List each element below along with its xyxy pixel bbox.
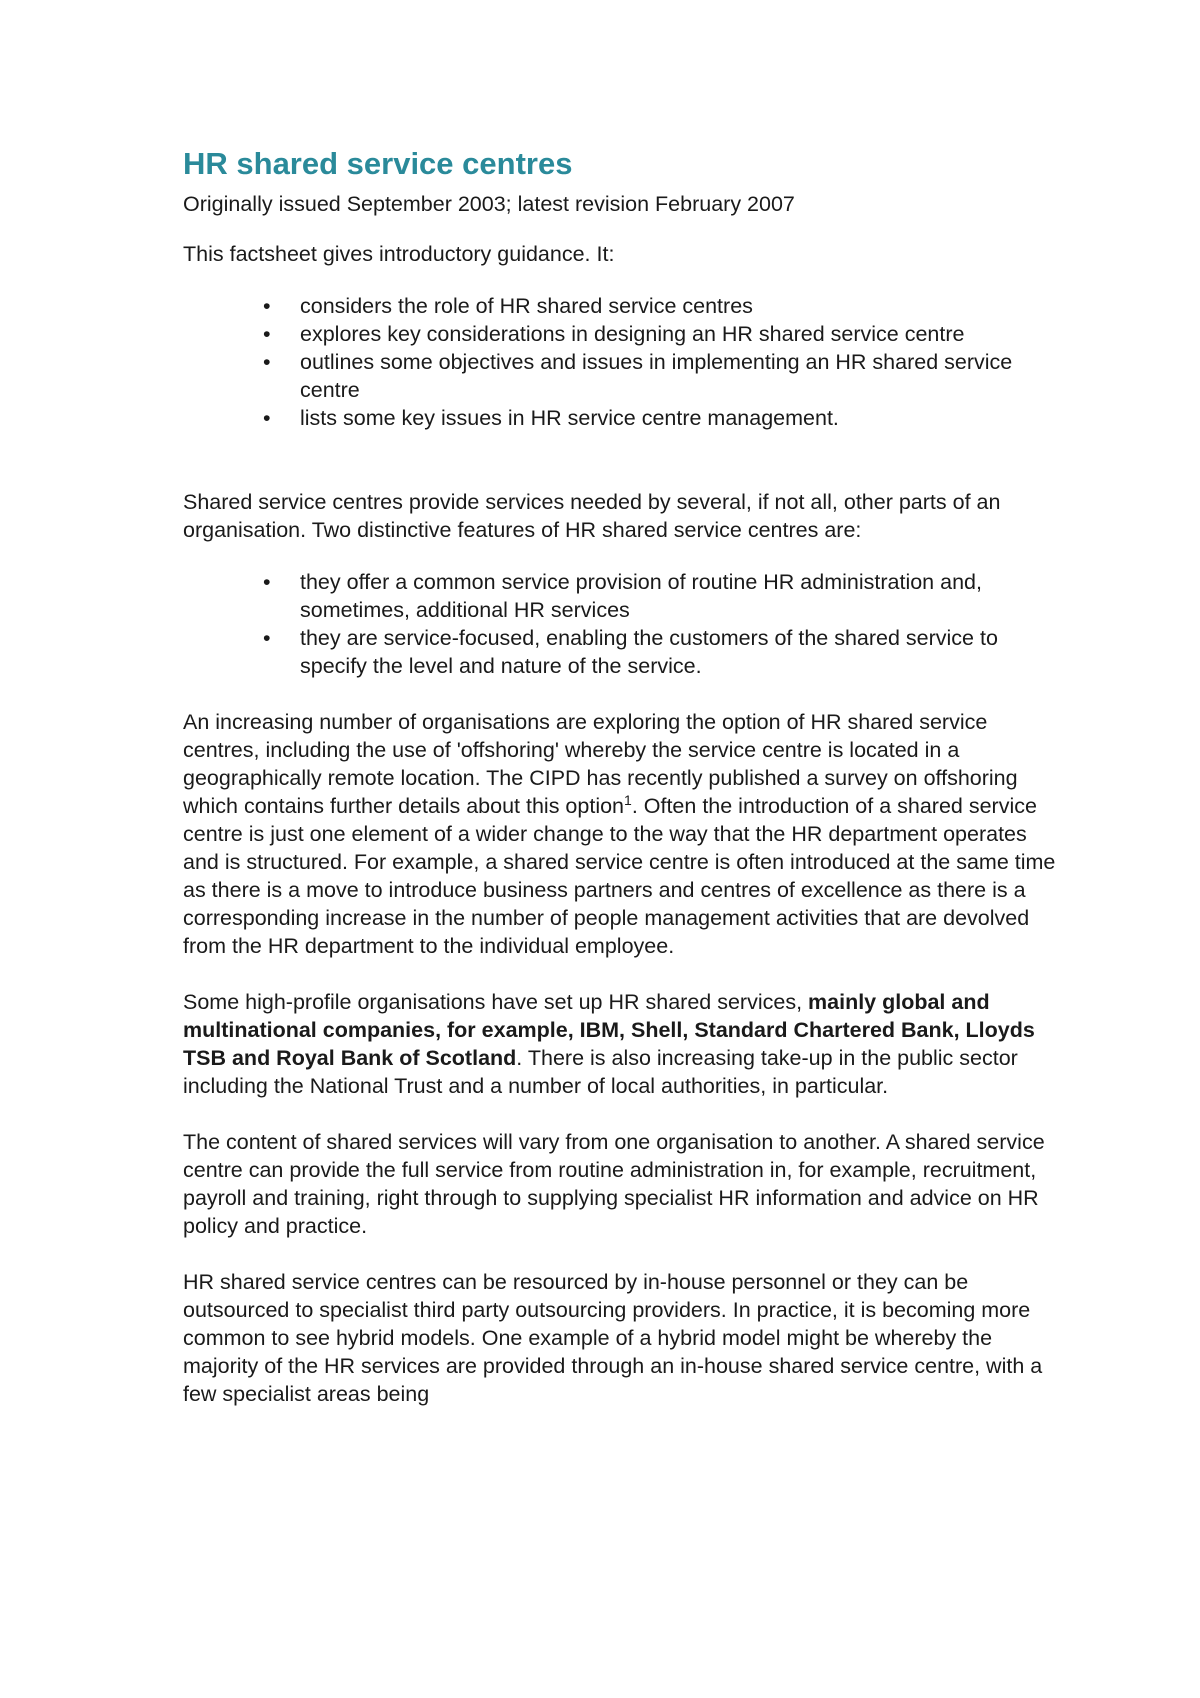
footnote-marker: 1 [624, 791, 632, 808]
bullet-icon: • [263, 406, 271, 430]
bullet-icon: • [263, 294, 271, 318]
revision-note: Originally issued September 2003; latest revision February 2007 [183, 192, 795, 216]
list-item: • lists some key issues in HR service centre management. [263, 406, 839, 430]
features-paragraph: Shared service centres provide services needed by several, if not all, other parts of an organisation. Two distinctive features of HR shared service centres are: [183, 490, 1001, 542]
list-item: • outlines some objectives and issues in implementing an HR shared service centre [263, 350, 1013, 402]
document-page [183, 138, 1063, 1408]
bullet-icon: • [263, 350, 271, 374]
page-title: HR shared service centres [183, 146, 573, 181]
resourcing-paragraph: HR shared service centres can be resourced by in-house personnel or they can be outsourced to specialist third party outsourcing providers. In practice, it is becoming more common to see hybrid models. One example of a hybrid model might be whereby the majority of the HR services are provided through an in-house shared service centre, with a few specialist areas being [183, 1270, 1043, 1406]
list-item: • considers the role of HR shared service centres [263, 294, 753, 318]
bullet-icon: • [263, 570, 271, 594]
organisations-paragraph: Some high-profile organisations have set up HR shared services, mainly global and multinational companies, for example, IBM, Shell, Standard Chartered Bank, Lloyds TSB and Royal Bank of Scotland. There is also increasing take-up in the public sector including the National Trust and a number of local authorities, in particular. [183, 990, 1035, 1098]
features-bullet-list [183, 568, 1063, 680]
content-paragraph: The content of shared services will vary from one organisation to another. A shared service centre can provide the full service from routine administration in, for example, recruitment, payroll and training, right through to supplying specialist HR information and advice on HR policy and practice. [183, 1130, 1045, 1238]
intro-paragraph: This factsheet gives introductory guidance. It: [183, 242, 615, 266]
offshoring-paragraph: An increasing number of organisations are exploring the option of HR shared service centres, including the use of 'offshoring' whereby the service centre is located in a geographically remote location. The CIPD has recently published a survey on offshoring which contains further details about this option$^1$. Often the introduction of a shared service centre is just one element of a wider change to the way that the HR department operates and is structured. For example, a shared service centre is often introduced at the same time as there is a move to introduce business partners and centres of excellence as there is a corresponding increase in the number of people management activities that are devolved from the HR department to the individual employee. [183, 710, 1056, 958]
intro-bullet-list [183, 292, 1063, 432]
list-item: • they offer a common service provision of routine HR administration and, sometimes, additional HR services [263, 570, 982, 622]
bold-company-list: mainly global and multinational companies, for example, IBM, Shell, Standard Chartered Bank, Lloyds TSB and Royal Bank of Scotland [183, 990, 1035, 1070]
bullet-icon: • [263, 322, 271, 346]
bullet-icon: • [263, 626, 271, 650]
list-item: • they are service-focused, enabling the customers of the shared service to specify the level and nature of the service. [263, 626, 998, 678]
list-item: • explores key considerations in designing an HR shared service centre [263, 322, 965, 346]
